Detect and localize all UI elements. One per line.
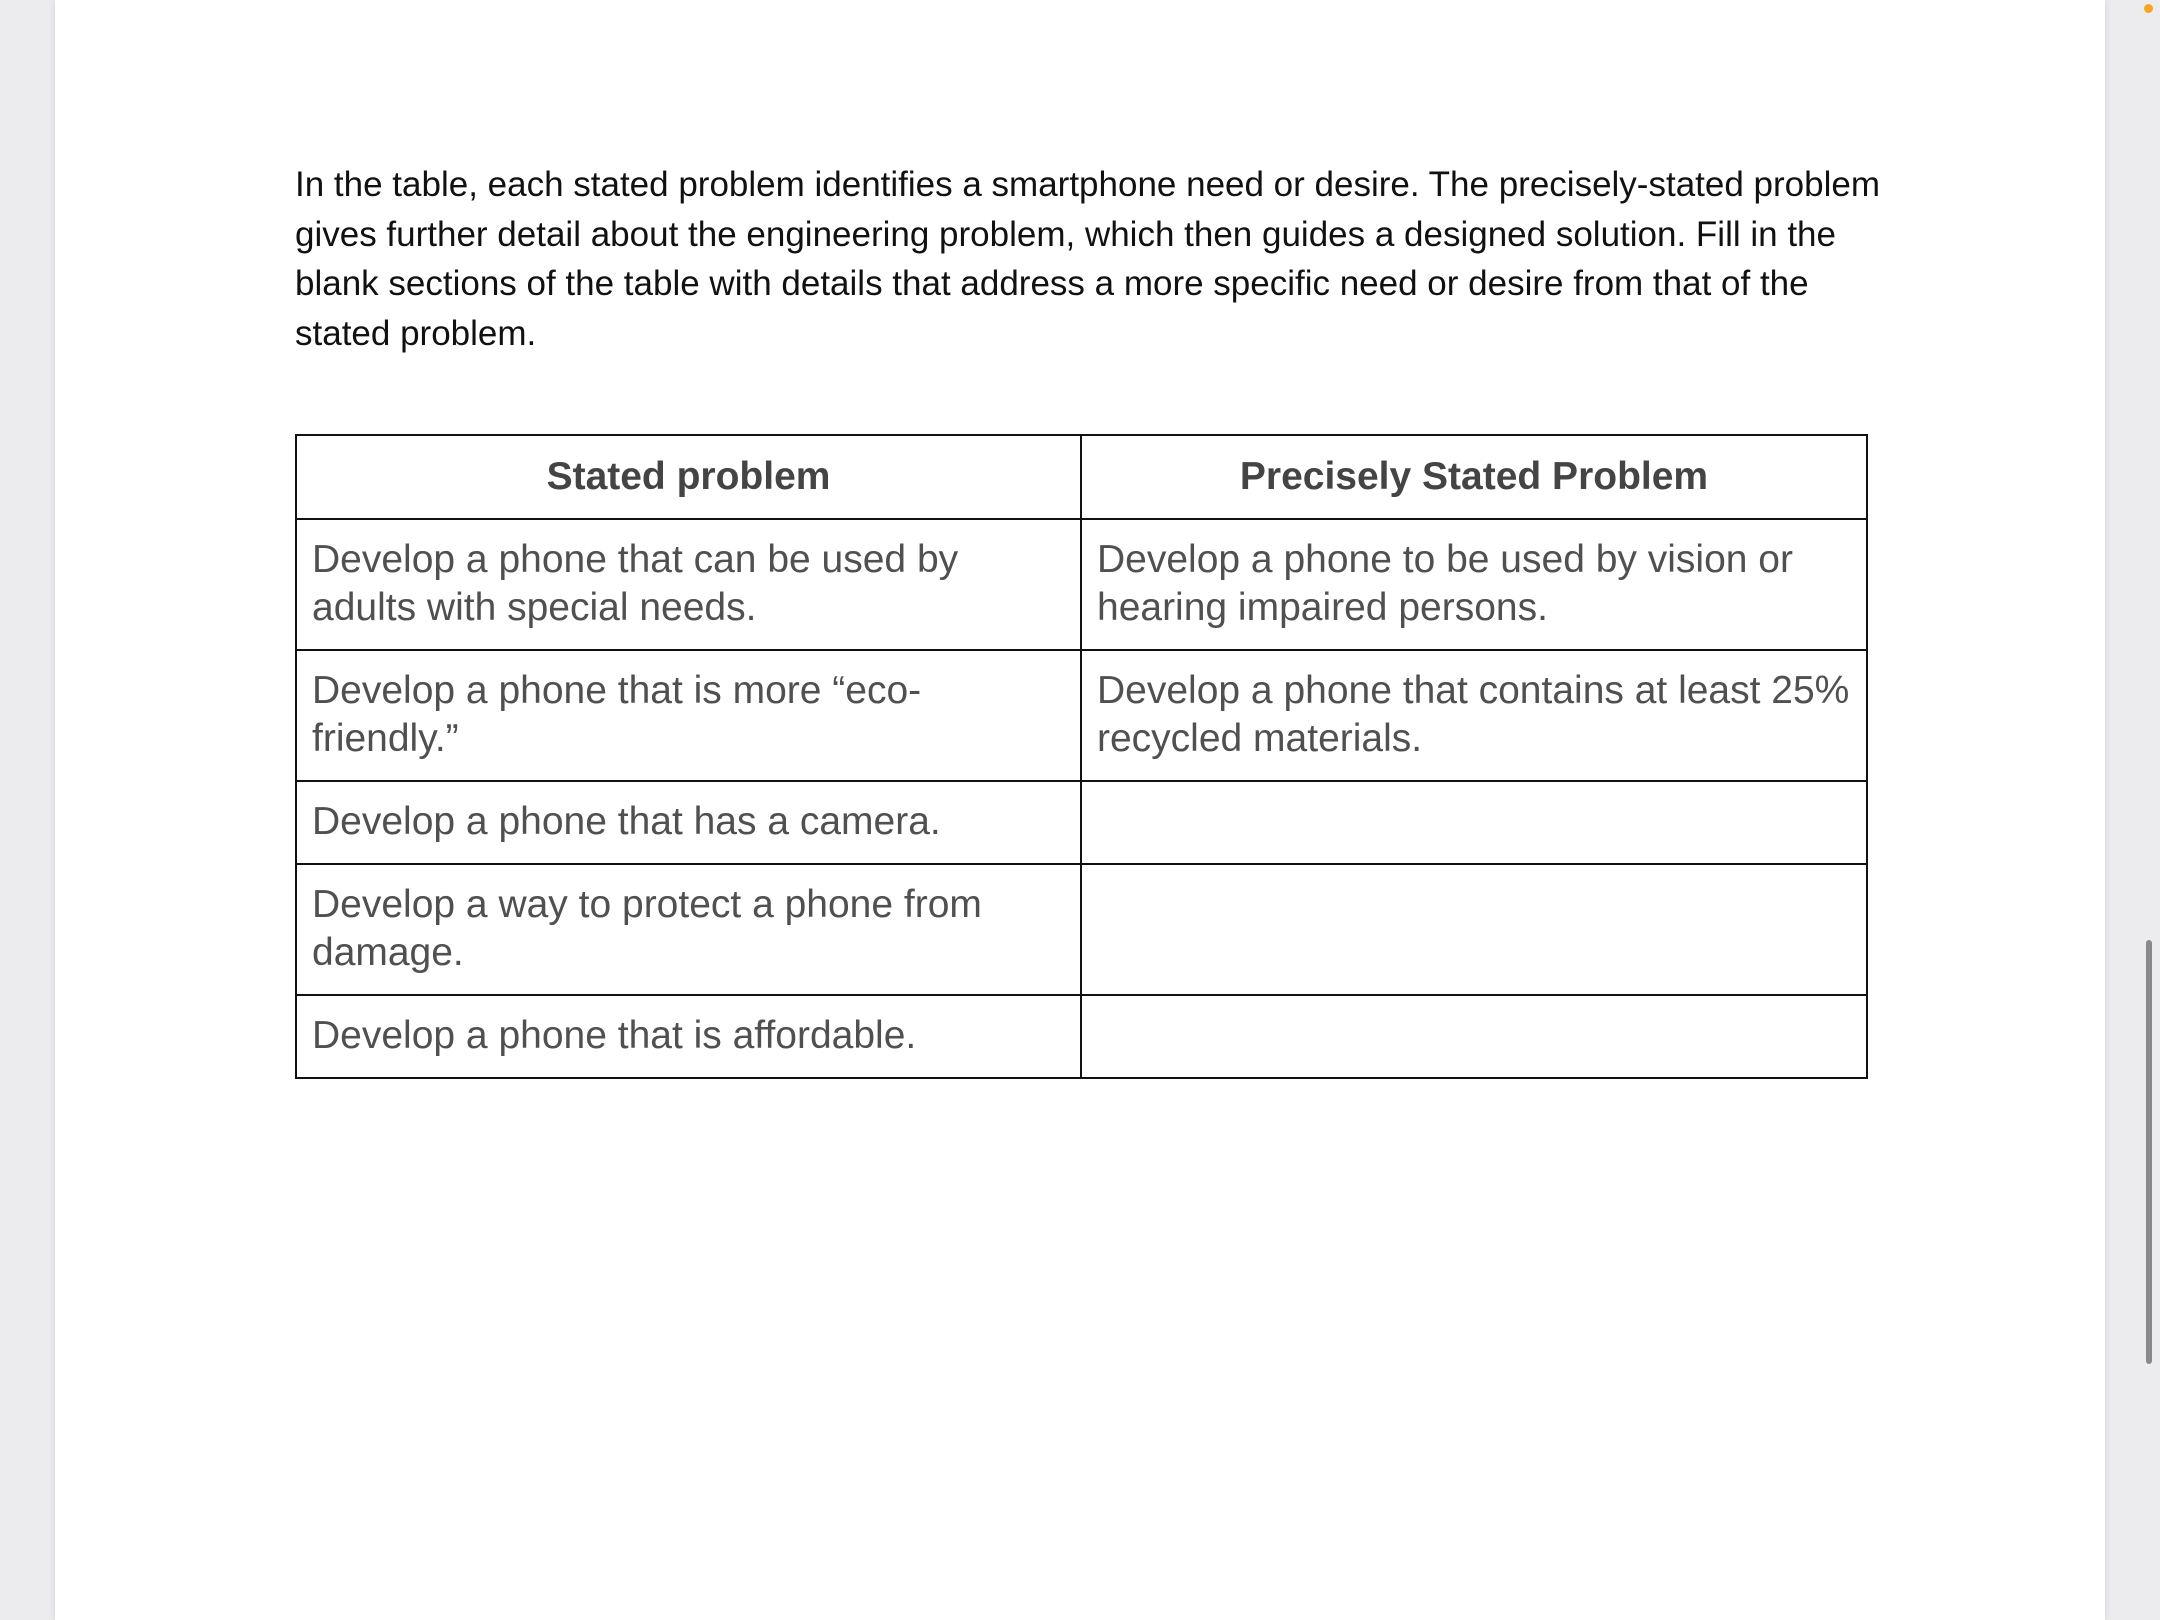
vertical-scrollbar-thumb[interactable] xyxy=(2146,940,2152,1364)
precise-problem-cell-blank[interactable] xyxy=(1081,864,1867,995)
table-header-row xyxy=(296,435,1867,519)
table-row xyxy=(296,995,1867,1078)
precise-problem-cell: Develop a phone that contains at least 25% recycled materials. xyxy=(1081,650,1867,781)
stated-problem-cell: Develop a phone that has a camera. xyxy=(296,781,1081,864)
table-row xyxy=(296,781,1867,864)
header-stated-problem: Stated problem xyxy=(296,435,1081,519)
table-row xyxy=(296,650,1867,781)
stated-problem-cell: Develop a phone that can be used by adults with special needs. xyxy=(296,519,1081,650)
document-page xyxy=(55,0,2105,1620)
stated-problem-cell: Develop a phone that is more “eco-friendly.” xyxy=(296,650,1081,781)
header-precisely-stated-problem: Precisely Stated Problem xyxy=(1081,435,1867,519)
notification-dot-icon xyxy=(2144,4,2153,13)
table-row xyxy=(296,519,1867,650)
problem-table xyxy=(295,434,1868,1079)
precise-problem-cell-blank[interactable] xyxy=(1081,781,1867,864)
stated-problem-cell: Develop a phone that is affordable. xyxy=(296,995,1081,1078)
stated-problem-cell: Develop a way to protect a phone from damage. xyxy=(296,864,1081,995)
intro-paragraph: In the table, each stated problem identifies a smartphone need or desire. The precisely-stated problem gives further detail about the engineering problem, which then guides a designed solution. Fill in the blank sections of the table with details that address a more specific need or desire from that of the stated problem. xyxy=(295,165,1880,353)
precise-problem-cell-blank[interactable] xyxy=(1081,995,1867,1078)
table-row xyxy=(296,864,1867,995)
precise-problem-cell: Develop a phone to be used by vision or hearing impaired persons. xyxy=(1081,519,1867,650)
